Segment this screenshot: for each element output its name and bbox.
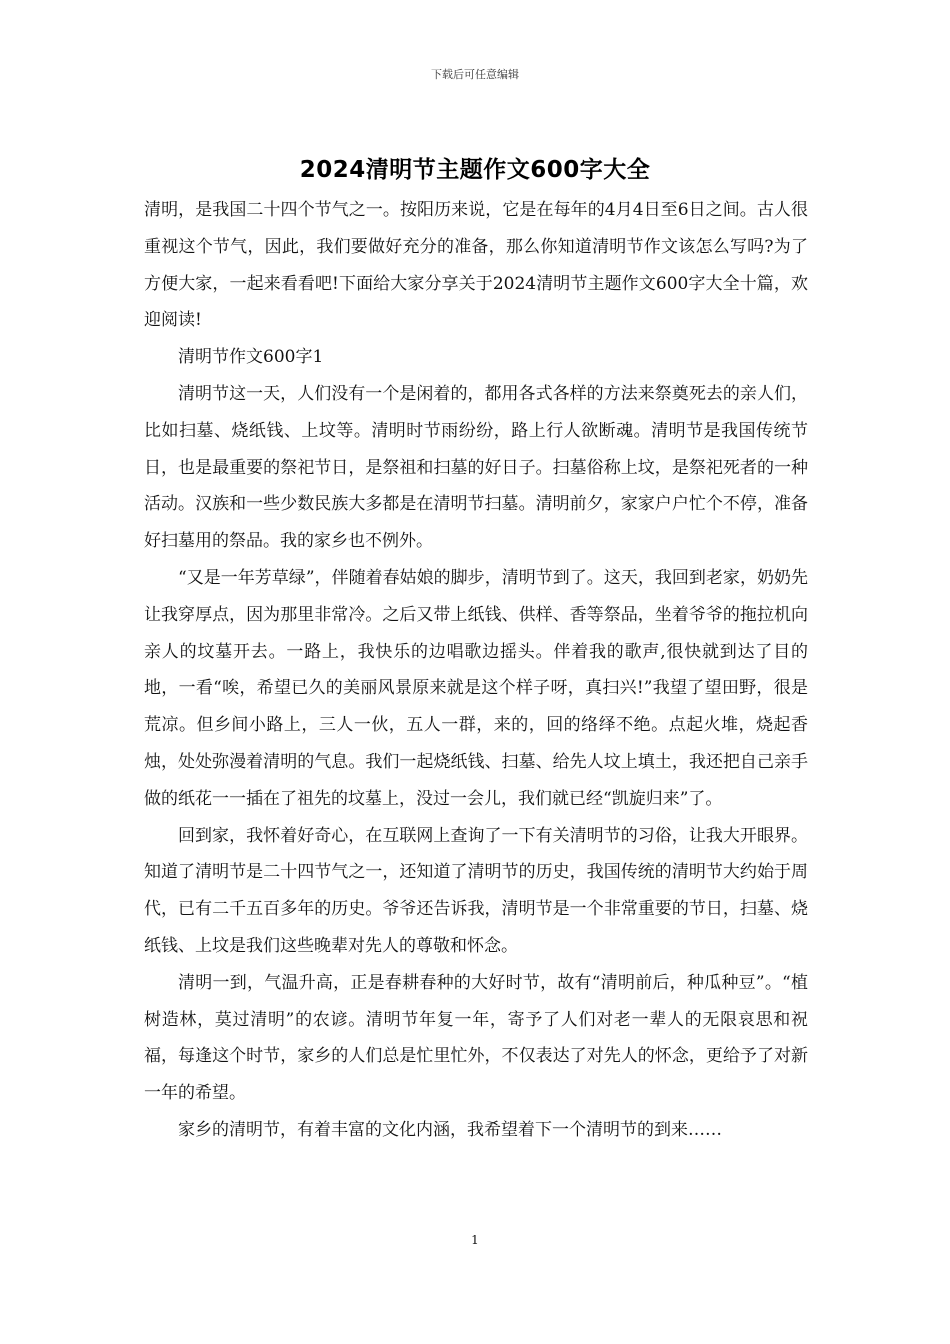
intro-paragraph: 清明，是我国二十四个节气之一。按阳历来说，它是在每年的4月4日至6日之间。古人很重视这个节气，因此，我们要做好充分的准备，那么你知道清明节作文该怎么写吗?为了方便大家，一起来看看吧!下面给大家分享关于2024清明节主题作文600字大全十篇，欢迎阅读! bbox=[144, 200, 808, 331]
page-header: 下载后可任意编辑 bbox=[431, 68, 519, 81]
document-title: 2024清明节主题作文600字大全 bbox=[299, 157, 651, 183]
body-paragraph: “又是一年芳草绿”，伴随着春姑娘的脚步，清明节到了。这天，我回到老家，奶奶先让我穿厚点，因为那里非常冷。之后又带上纸钱、供样、香等祭品，坐着爷爷的拖拉机向亲人的坟墓开去。一路上，我快乐的边唱歌边摇头。伴着我的歌声,很快就到达了目的地，一看“唉，希望已久的美丽风景原来就是这个样子呀，真扫兴!”我望了望田野，很是荒凉。但乡间小路上，三人一伙，五人一群，来的，回的络绎不绝。点起火堆，烧起香烛，处处弥漫着清明的气息。我们一起烧纸钱、扫墓、给先人坟上填土，我还把自己亲手做的纸花一一插在了祖先的坟墓上，没过一会儿，我们就已经“凯旋归来”了。 bbox=[144, 567, 808, 809]
document-body bbox=[144, 192, 808, 1149]
body-paragraph: 家乡的清明节，有着丰富的文化内涵，我希望着下一个清明节的到来…… bbox=[178, 1119, 722, 1140]
body-paragraph: 清明一到，气温升高，正是春耕春种的大好时节，故有“清明前后，种瓜种豆”。“植树造林，莫过清明”的农谚。清明节年复一年，寄予了人们对老一辈人的无限哀思和祝福，每逢这个时节，家乡的人们总是忙里忙外，不仅表达了对先人的怀念，更给予了对新一年的希望。 bbox=[144, 972, 808, 1104]
section-heading: 清明节作文600字1 bbox=[178, 347, 324, 368]
body-paragraph: 清明节这一天，人们没有一个是闲着的，都用各式各样的方法来祭奠死去的亲人们，比如扫墓、烧纸钱、上坟等。清明时节雨纷纷，路上行人欲断魂。清明节是我国传统节日，也是最重要的祭祀节日，是祭祖和扫墓的好日子。扫墓俗称上坟，是祭祀死者的一种活动。汉族和一些少数民族大多都是在清明节扫墓。清明前夕，家家户户忙个不停，准备好扫墓用的祭品。我的家乡也不例外。 bbox=[144, 383, 808, 552]
page-number: 1 bbox=[471, 1233, 479, 1247]
body-paragraph: 回到家，我怀着好奇心，在互联网上查询了一下有关清明节的习俗，让我大开眼界。知道了清明节是二十四节气之一，还知道了清明节的历史，我国传统的清明节大约始于周代，已有二千五百多年的历史。爷爷还告诉我，清明节是一个非常重要的节日，扫墓、烧纸钱、上坟是我们这些晚辈对先人的尊敬和怀念。 bbox=[144, 825, 808, 956]
